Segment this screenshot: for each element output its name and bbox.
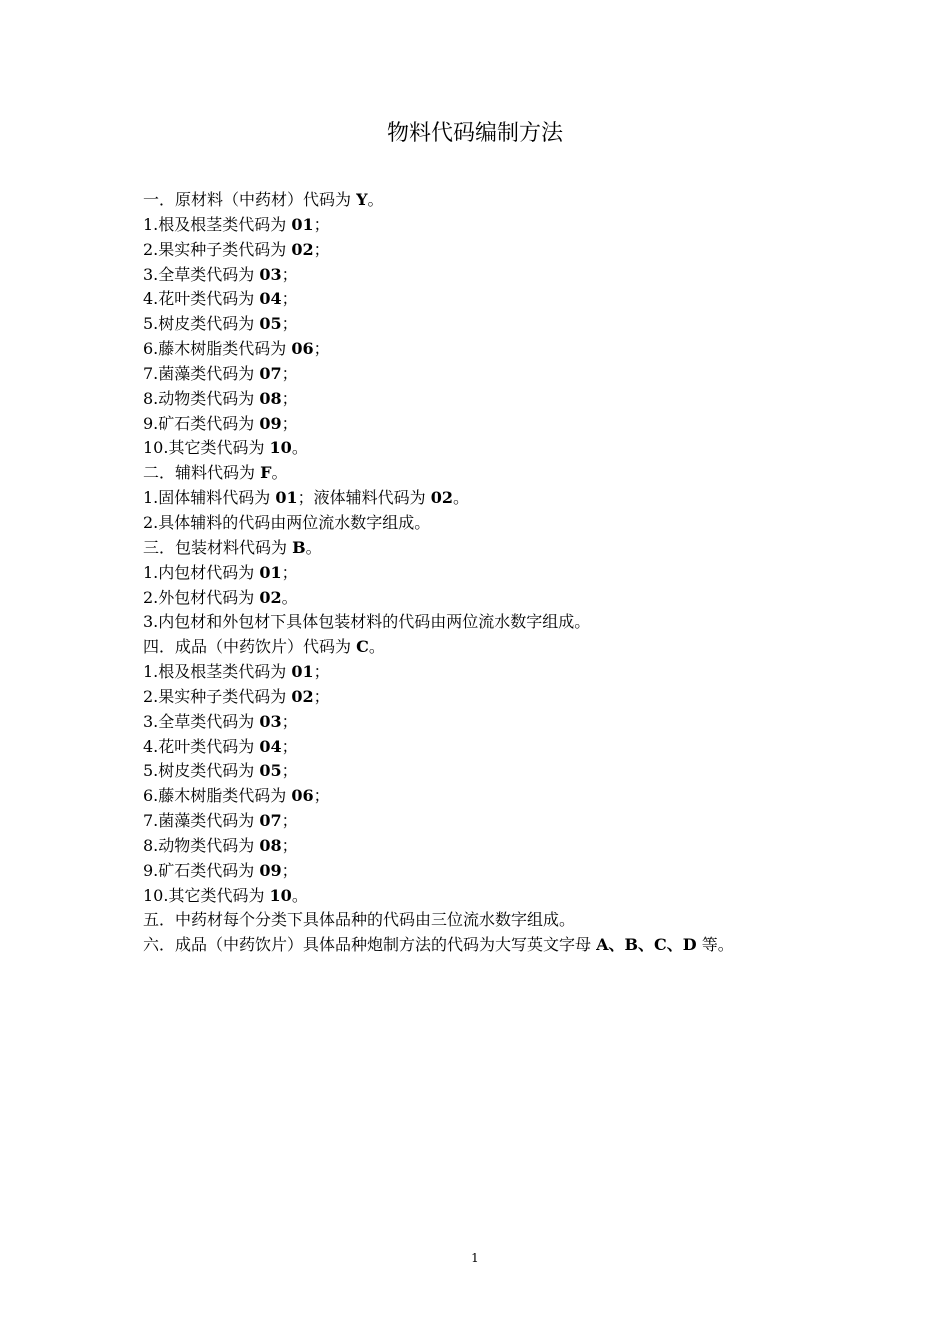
line-text: 。 [368, 637, 385, 657]
code-value: 03 [259, 264, 282, 284]
code-value: 04 [259, 736, 282, 756]
line-text: 五．中药材每个分类下具体品种的代码由三位流水数字组成。 [143, 910, 576, 930]
document-title: 物料代码编制方法 [386, 121, 563, 146]
line-text: 等。 [696, 935, 734, 955]
line-text: 8.动物类代码为 [143, 388, 260, 408]
text-line [143, 610, 813, 635]
code-value: 10 [269, 885, 292, 905]
code-value: 01 [291, 662, 314, 682]
code-value: F [260, 463, 272, 483]
line-text: 10.其它类代码为 [143, 885, 270, 905]
code-value: 02 [291, 239, 314, 259]
line-text: ；液体辅料代码为 [297, 488, 431, 508]
text-line [143, 362, 813, 387]
code-value: 01 [275, 488, 298, 508]
line-text: ； [281, 736, 298, 756]
line-text: 2.具体辅料的代码由两位流水数字组成。 [143, 512, 431, 532]
line-text: ； [281, 835, 298, 855]
line-text: 6.藤木树脂类代码为 [143, 339, 292, 359]
code-value: Y [356, 190, 368, 209]
line-text: 4.花叶类代码为 [143, 289, 260, 309]
code-value: 09 [259, 860, 282, 880]
text-line [143, 287, 813, 312]
line-text: 5.树皮类代码为 [143, 761, 260, 781]
text-line [143, 213, 813, 238]
page-number: 1 [471, 1251, 479, 1265]
text-line [143, 859, 813, 884]
line-text: ； [313, 786, 330, 806]
code-value: 02 [259, 587, 282, 607]
code-value: C [356, 637, 369, 657]
text-line [143, 735, 813, 760]
code-value: 07 [259, 363, 282, 383]
line-text: 5.树皮类代码为 [143, 314, 260, 334]
text-line [143, 188, 813, 213]
text-line [143, 710, 813, 735]
code-value: 10 [269, 438, 292, 458]
text-line [143, 660, 813, 685]
text-line [143, 312, 813, 337]
line-text: 。 [291, 885, 308, 905]
line-text: ； [281, 761, 298, 781]
text-line [143, 635, 813, 660]
line-text: 三．包装材料代码为 [143, 537, 293, 557]
code-value: 01 [291, 214, 314, 234]
code-value: 05 [259, 761, 282, 781]
code-value: 07 [259, 811, 282, 831]
text-line [143, 586, 813, 611]
line-text: 6.藤木树脂类代码为 [143, 786, 292, 806]
text-line [143, 536, 813, 561]
line-text: ； [281, 289, 298, 309]
line-text: 9.矿石类代码为 [143, 413, 260, 433]
line-text: ； [281, 413, 298, 433]
code-value: 05 [259, 314, 282, 334]
code-value: 01 [259, 562, 282, 582]
text-line [143, 436, 813, 461]
line-text: ； [281, 363, 298, 383]
text-line [143, 511, 813, 536]
line-text: ； [313, 662, 330, 682]
text-line [143, 884, 813, 909]
line-text: ； [281, 711, 298, 731]
line-text: 。 [305, 537, 322, 557]
line-text: 一．原材料（中药材）代码为 [143, 190, 357, 209]
line-text: ； [313, 239, 330, 259]
line-text: 9.矿石类代码为 [143, 860, 260, 880]
line-text: 3.内包材和外包材下具体包装材料的代码由两位流水数字组成。 [143, 612, 591, 632]
line-text: ； [281, 811, 298, 831]
code-value: 02 [291, 686, 314, 706]
line-text: 。 [281, 587, 298, 607]
line-text: 1.固体辅料代码为 [143, 488, 276, 508]
line-text: 1.内包材代码为 [143, 562, 260, 582]
text-line [143, 784, 813, 809]
code-value: 02 [430, 488, 453, 508]
line-text: 4.花叶类代码为 [143, 736, 260, 756]
document-body [143, 188, 813, 958]
text-line [143, 337, 813, 362]
line-text: 二．辅料代码为 [143, 463, 261, 483]
text-line [143, 834, 813, 859]
text-line [143, 412, 813, 437]
code-value: 06 [291, 786, 314, 806]
line-text: ； [281, 388, 298, 408]
text-line [143, 908, 813, 933]
text-line [143, 238, 813, 263]
line-text: 四．成品（中药饮片）代码为 [143, 637, 357, 657]
text-line [143, 561, 813, 586]
code-value: B [292, 537, 306, 557]
line-text: ； [281, 860, 298, 880]
line-text: 2.果实种子类代码为 [143, 686, 292, 706]
line-text: 7.菌藻类代码为 [143, 363, 260, 383]
text-line [143, 263, 813, 288]
line-text: ； [281, 314, 298, 334]
line-text: 8.动物类代码为 [143, 835, 260, 855]
code-value: 04 [259, 289, 282, 309]
code-value: 06 [291, 339, 314, 359]
line-text: ； [281, 562, 298, 582]
line-text: ； [313, 214, 330, 234]
line-text: 。 [367, 190, 384, 209]
code-value: A、B、C、D [596, 935, 697, 955]
line-text: 1.根及根茎类代码为 [143, 662, 292, 682]
line-text: ； [313, 686, 330, 706]
code-value: 09 [259, 413, 282, 433]
code-value: 03 [259, 711, 282, 731]
text-line [143, 461, 813, 486]
text-line [143, 759, 813, 784]
code-value: 08 [259, 835, 282, 855]
text-line [143, 685, 813, 710]
text-line [143, 933, 813, 958]
line-text: 。 [452, 488, 469, 508]
line-text: 3.全草类代码为 [143, 711, 260, 731]
line-text: 。 [291, 438, 308, 458]
line-text: 10.其它类代码为 [143, 438, 270, 458]
line-text: ； [313, 339, 330, 359]
text-line [143, 387, 813, 412]
line-text: 3.全草类代码为 [143, 264, 260, 284]
line-text: 2.果实种子类代码为 [143, 239, 292, 259]
line-text: 六．成品（中药饮片）具体品种炮制方法的代码为大写英文字母 [143, 935, 597, 955]
code-value: 08 [259, 388, 282, 408]
line-text: 。 [271, 463, 288, 483]
line-text: 7.菌藻类代码为 [143, 811, 260, 831]
line-text: 2.外包材代码为 [143, 587, 260, 607]
text-line [143, 809, 813, 834]
line-text: ； [281, 264, 298, 284]
line-text: 1.根及根茎类代码为 [143, 214, 292, 234]
text-line [143, 486, 813, 511]
